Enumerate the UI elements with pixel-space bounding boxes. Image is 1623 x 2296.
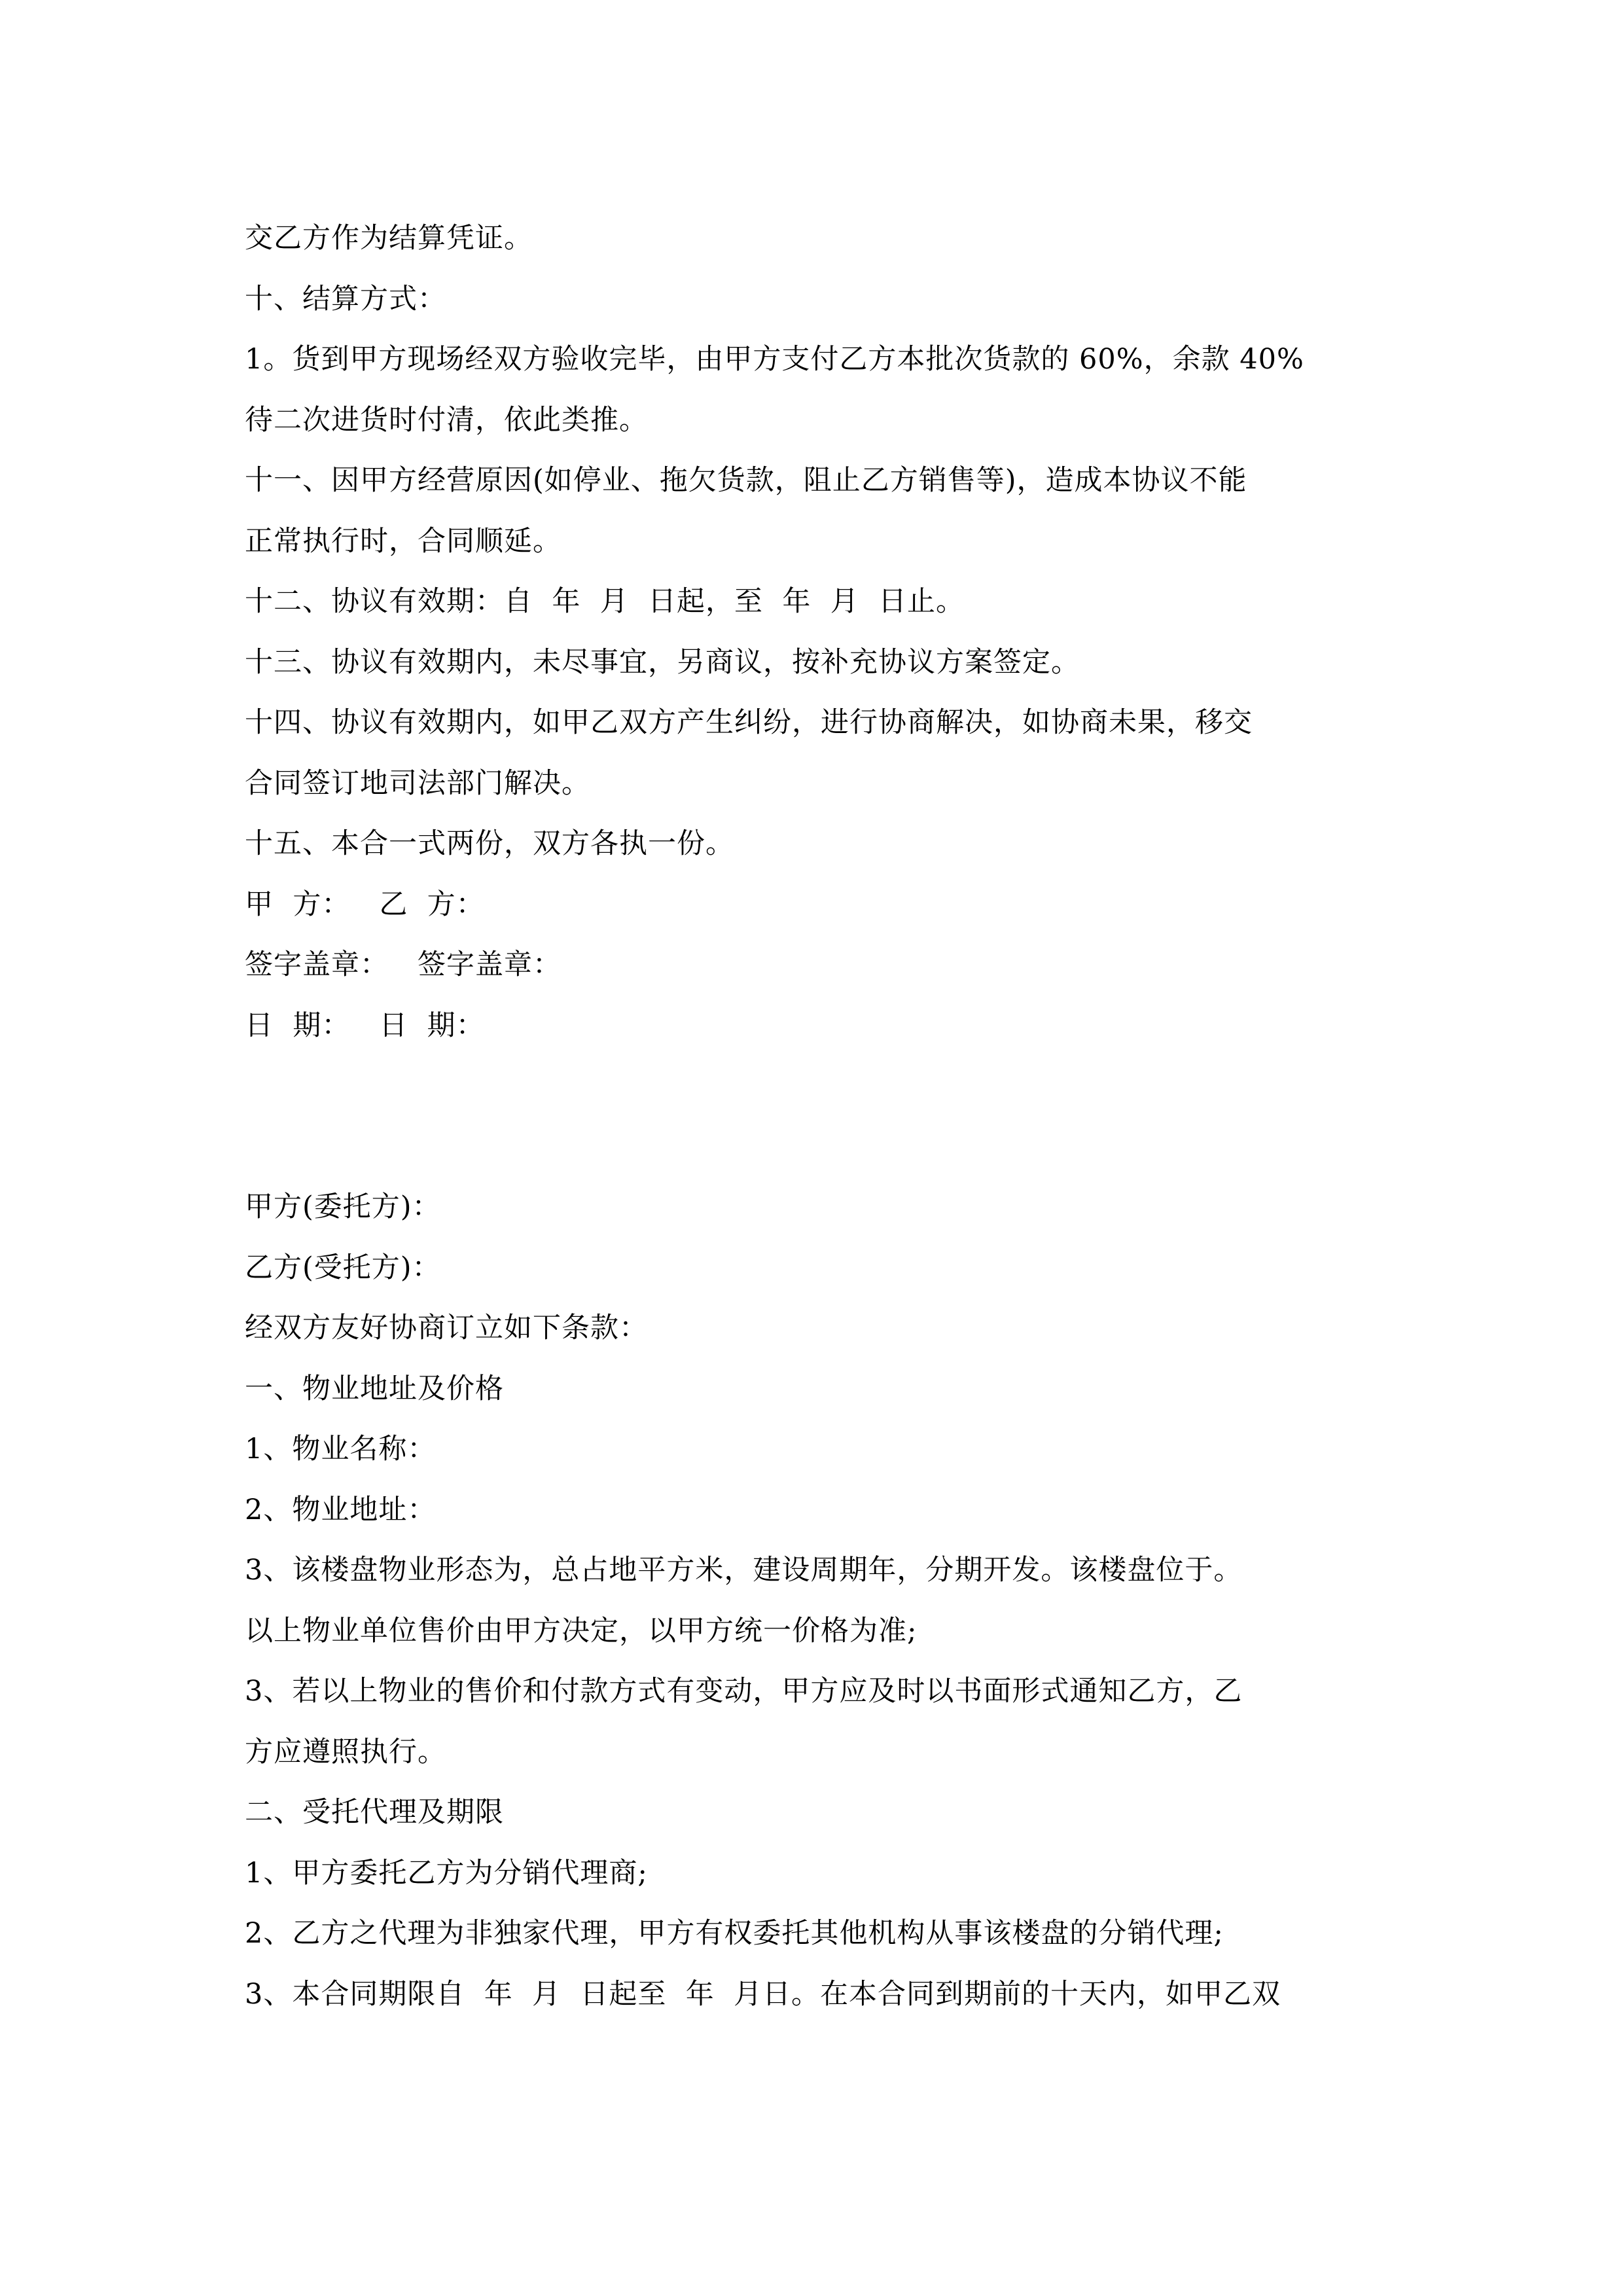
text-line: 交乙方作为结算凭证。 [245,222,533,255]
text-line: 3、该楼盘物业形态为，总占地平方米，建设周期年，分期开发。该楼盘位于。 [245,1554,1243,1587]
text-line: 经双方友好协商订立如下条款： [245,1312,648,1344]
party-b-line: 乙方(受托方)： [245,1251,441,1284]
text-line: 1。货到甲方现场经双方验收完毕，由甲方支付乙方本批次货款的 60%，余款 40% [245,343,1304,376]
signature-date-line: 日 期： 日 期： [245,1009,485,1042]
text-line: 2、乙方之代理为非独家代理，甲方有权委托其他机构从事该楼盘的分销代理; [245,1917,1224,1950]
text-line: 十二、协议有效期：自 年 月 日起，至 年 月 日止。 [245,585,965,618]
text-line: 1、甲方委托乙方为分销代理商; [245,1856,648,1890]
section-heading: 十、结算方式： [245,282,446,315]
text-line: 待二次进货时付清，依此类推。 [245,403,648,437]
text-line: 方应遵照执行。 [245,1735,446,1768]
section-heading: 二、受托代理及期限 [245,1796,504,1829]
text-line: 3、本合同期限自 年 月 日起至 年 月日。在本合同到期前的十天内，如甲乙双 [245,1977,1281,2011]
text-line: 正常执行时，合同顺延。 [245,524,562,558]
text-line: 十五、本合一式两份，双方各执一份。 [245,827,734,860]
text-line: 3、若以上物业的售价和付款方式有变动，甲方应及时以书面形式通知乙方，乙 [245,1675,1243,1708]
section-heading: 一、物业地址及价格 [245,1372,504,1405]
text-line: 十三、协议有效期内，未尽事宜，另商议，按补充协议方案签定。 [245,645,1080,679]
text-line: 2、物业地址： [245,1493,437,1526]
signature-party-line: 甲 方： 乙 方： [245,888,485,921]
section-gap [245,1056,1410,1177]
text-line: 以上物业单位售价由甲方决定，以甲方统一价格为准; [245,1614,918,1647]
signature-seal-line: 签字盖章： 签字盖章： [245,948,562,981]
document-body [245,208,1410,2024]
text-line: 合同签订地司法部门解决。 [245,766,590,800]
text-line: 十一、因甲方经营原因(如停业、拖欠货款，阻止乙方销售等)，造成本协议不能 [245,464,1247,497]
text-line: 十四、协议有效期内，如甲乙双方产生纠纷，进行协商解决，如协商未果，移交 [245,706,1253,739]
text-line: 1、物业名称： [245,1433,437,1465]
party-a-line: 甲方(委托方)： [245,1191,441,1223]
